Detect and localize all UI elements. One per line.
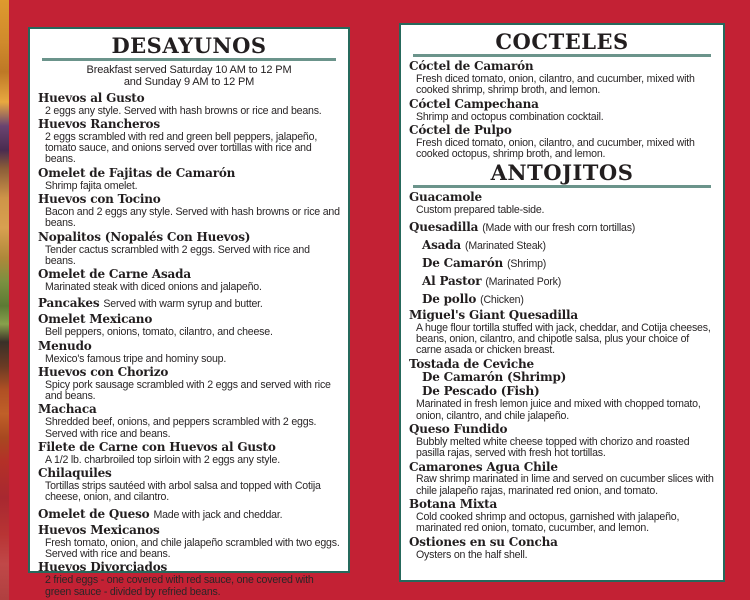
menu-item-huevos-mexicanos: Huevos Mexicanos Fresh tomato, onion, and chile jalapeño scrambled with two eggs. Served with rice and beans.: [38, 522, 340, 561]
menu-item-omelet-carne-asada: Omelet de Carne Asada Marinated steak with diced onions and jalapeño.: [38, 267, 262, 294]
cocteles-section: [409, 31, 715, 160]
menu-item-huevos-con-chorizo: Huevos con Chorizo Spicy pork sausage scrambled with 2 eggs and served with rice and beans.: [38, 364, 331, 403]
breakfast-hours-line2: and Sunday 9 AM to 12 PM: [123, 76, 255, 89]
menu-item-miguels-giant-quesadilla: Miguel's Giant Quesadilla A huge flour tortilla stuffed with jack, cheddar, and Cotija cheeses, beans, onion, cilantro, and chipotle salsa, plus your choice of carne asada or chicken breast.: [409, 307, 711, 357]
food-photo-strip: [0, 0, 9, 600]
menu-item-huevos-con-tocino: Huevos con Tocino Bacon and 2 eggs any style. Served with hash browns or rice and beans.: [38, 192, 340, 230]
menu-item-huevos-divorciados: Huevos Divorciados 2 fried eggs - one covered with red sauce, one covered with green sauce - divided by refried beans.: [38, 560, 314, 598]
cocteles-title-rule: [413, 54, 711, 57]
menu-item-quesadilla: Quesadilla (Made with our fresh corn tortillas) Asada (Marinated Steak) De Camarón (Shrimp) Al Pastor (Marinated Pork) De pollo (Chicken): [409, 218, 715, 308]
menu-item-omelet-fajitas-camaron: Omelet de Fajitas de Camarón Shrimp fajita omelet.: [38, 165, 236, 192]
breakfast-hours: [38, 64, 340, 89]
menu-item-coctel-de-pulpo: Cóctel de Pulpo Fresh diced tomato, onion, cilantro, and cucumber, mixed with cooked octopus, shrimp broth, and lemon.: [409, 122, 695, 161]
desayunos-title: DESAYUNOS: [111, 33, 267, 58]
menu-item-botana-mixta: Botana Mixta Cold cooked shrimp and octopus, garnished with jalapeño, marinated red onion, tomato, cucumber, and lemon.: [409, 497, 680, 535]
menu-item-camarones-agua-chile: Camarones Agua Chile Raw shrimp marinated in lime and served on cucumber slices with chile jalapeño rajas, marinated red onion, and tomato.: [409, 459, 714, 497]
cocteles-antojitos-panel: [399, 23, 725, 582]
menu-item-guacamole: Guacamole Custom prepared table-side.: [409, 190, 545, 217]
antojitos-title: ANTOJITOS: [490, 160, 634, 186]
menu-item-omelet-mexicano: Omelet Mexicano Bell peppers, onions, tomato, cilantro, and cheese.: [38, 312, 273, 339]
tostada-variant-pescado: De Pescado (Fish): [422, 384, 540, 399]
menu-item-queso-fundido: Queso Fundido Bubbly melted white cheese topped with chorizo and roasted pasilla rajas, served with fresh hot tortillas.: [409, 421, 690, 460]
cocteles-title: COCTELES: [495, 29, 629, 54]
menu-item-huevos-al-gusto: Huevos al Gusto 2 eggs any style. Served with hash browns or rice and beans.: [38, 90, 322, 117]
antojitos-section: [409, 162, 715, 560]
tostada-variant-camaron: De Camarón (Shrimp): [422, 370, 567, 385]
quesadilla-variant-al-pastor: Al Pastor (Marinated Pork): [422, 273, 562, 288]
menu-item-menudo: Menudo Mexico's famous tripe and hominy soup.: [38, 338, 227, 365]
menu-item-tostada-de-ceviche: Tostada de Ceviche De Camarón (Shrimp) De Pescado (Fish) Marinated in fresh lemon juice and mixed with chopped tomato, onion, cilantro, and chile jalapeño.: [409, 358, 715, 422]
menu-item-filete-de-carne: Filete de Carne con Huevos al Gusto A 1/2 lb. charbroiled top sirloin with 2 eggs any style.: [38, 439, 280, 466]
menu-item-coctel-campechana: Cóctel Campechana Shrimp and octopus combination cocktail.: [409, 96, 604, 123]
quesadilla-variant-camaron: De Camarón (Shrimp): [422, 255, 547, 270]
menu-item-omelet-de-queso: Omelet de Queso Made with jack and cheddar.: [38, 506, 283, 521]
menu-item-chilaquiles: Chilaquiles Tortillas strips sautéed with arbol salsa and topped with Cotija cheese, onion, and cilantro.: [38, 466, 321, 504]
menu-item-machaca: Machaca Shredded beef, onions, and peppers scrambled with 2 eggs. Served with rice and beans.: [38, 402, 317, 440]
menu-item-pancakes: Pancakes Served with warm syrup and butter.: [38, 296, 263, 311]
menu-item-nopalitos: Nopalitos (Nopalés Con Huevos) Tender cactus scrambled with 2 eggs. Served with rice and beans.: [38, 229, 310, 267]
menu-item-coctel-de-camaron: Cóctel de Camarón Fresh diced tomato, onion, cilantro, and cucumber, mixed with cooked shrimp, shrimp broth, and lemon.: [409, 59, 695, 97]
desayunos-title-rule: [42, 58, 336, 61]
menu-item-ostiones-en-su-concha: Ostiones en su Concha Oysters on the half shell.: [409, 534, 558, 561]
quesadilla-variant-asada: Asada (Marinated Steak): [422, 237, 546, 252]
quesadilla-variant-pollo: De pollo (Chicken): [422, 291, 524, 306]
desayunos-panel: [28, 27, 350, 598]
breakfast-hours-line1: Breakfast served Saturday 10 AM to 12 PM: [86, 64, 292, 77]
antojitos-title-rule: [413, 185, 711, 188]
menu-item-huevos-rancheros: Huevos Rancheros 2 eggs scrambled with red and green bell peppers, jalapeño, tomato sauce, and onions served over tortillas with rice and beans.: [38, 116, 318, 166]
